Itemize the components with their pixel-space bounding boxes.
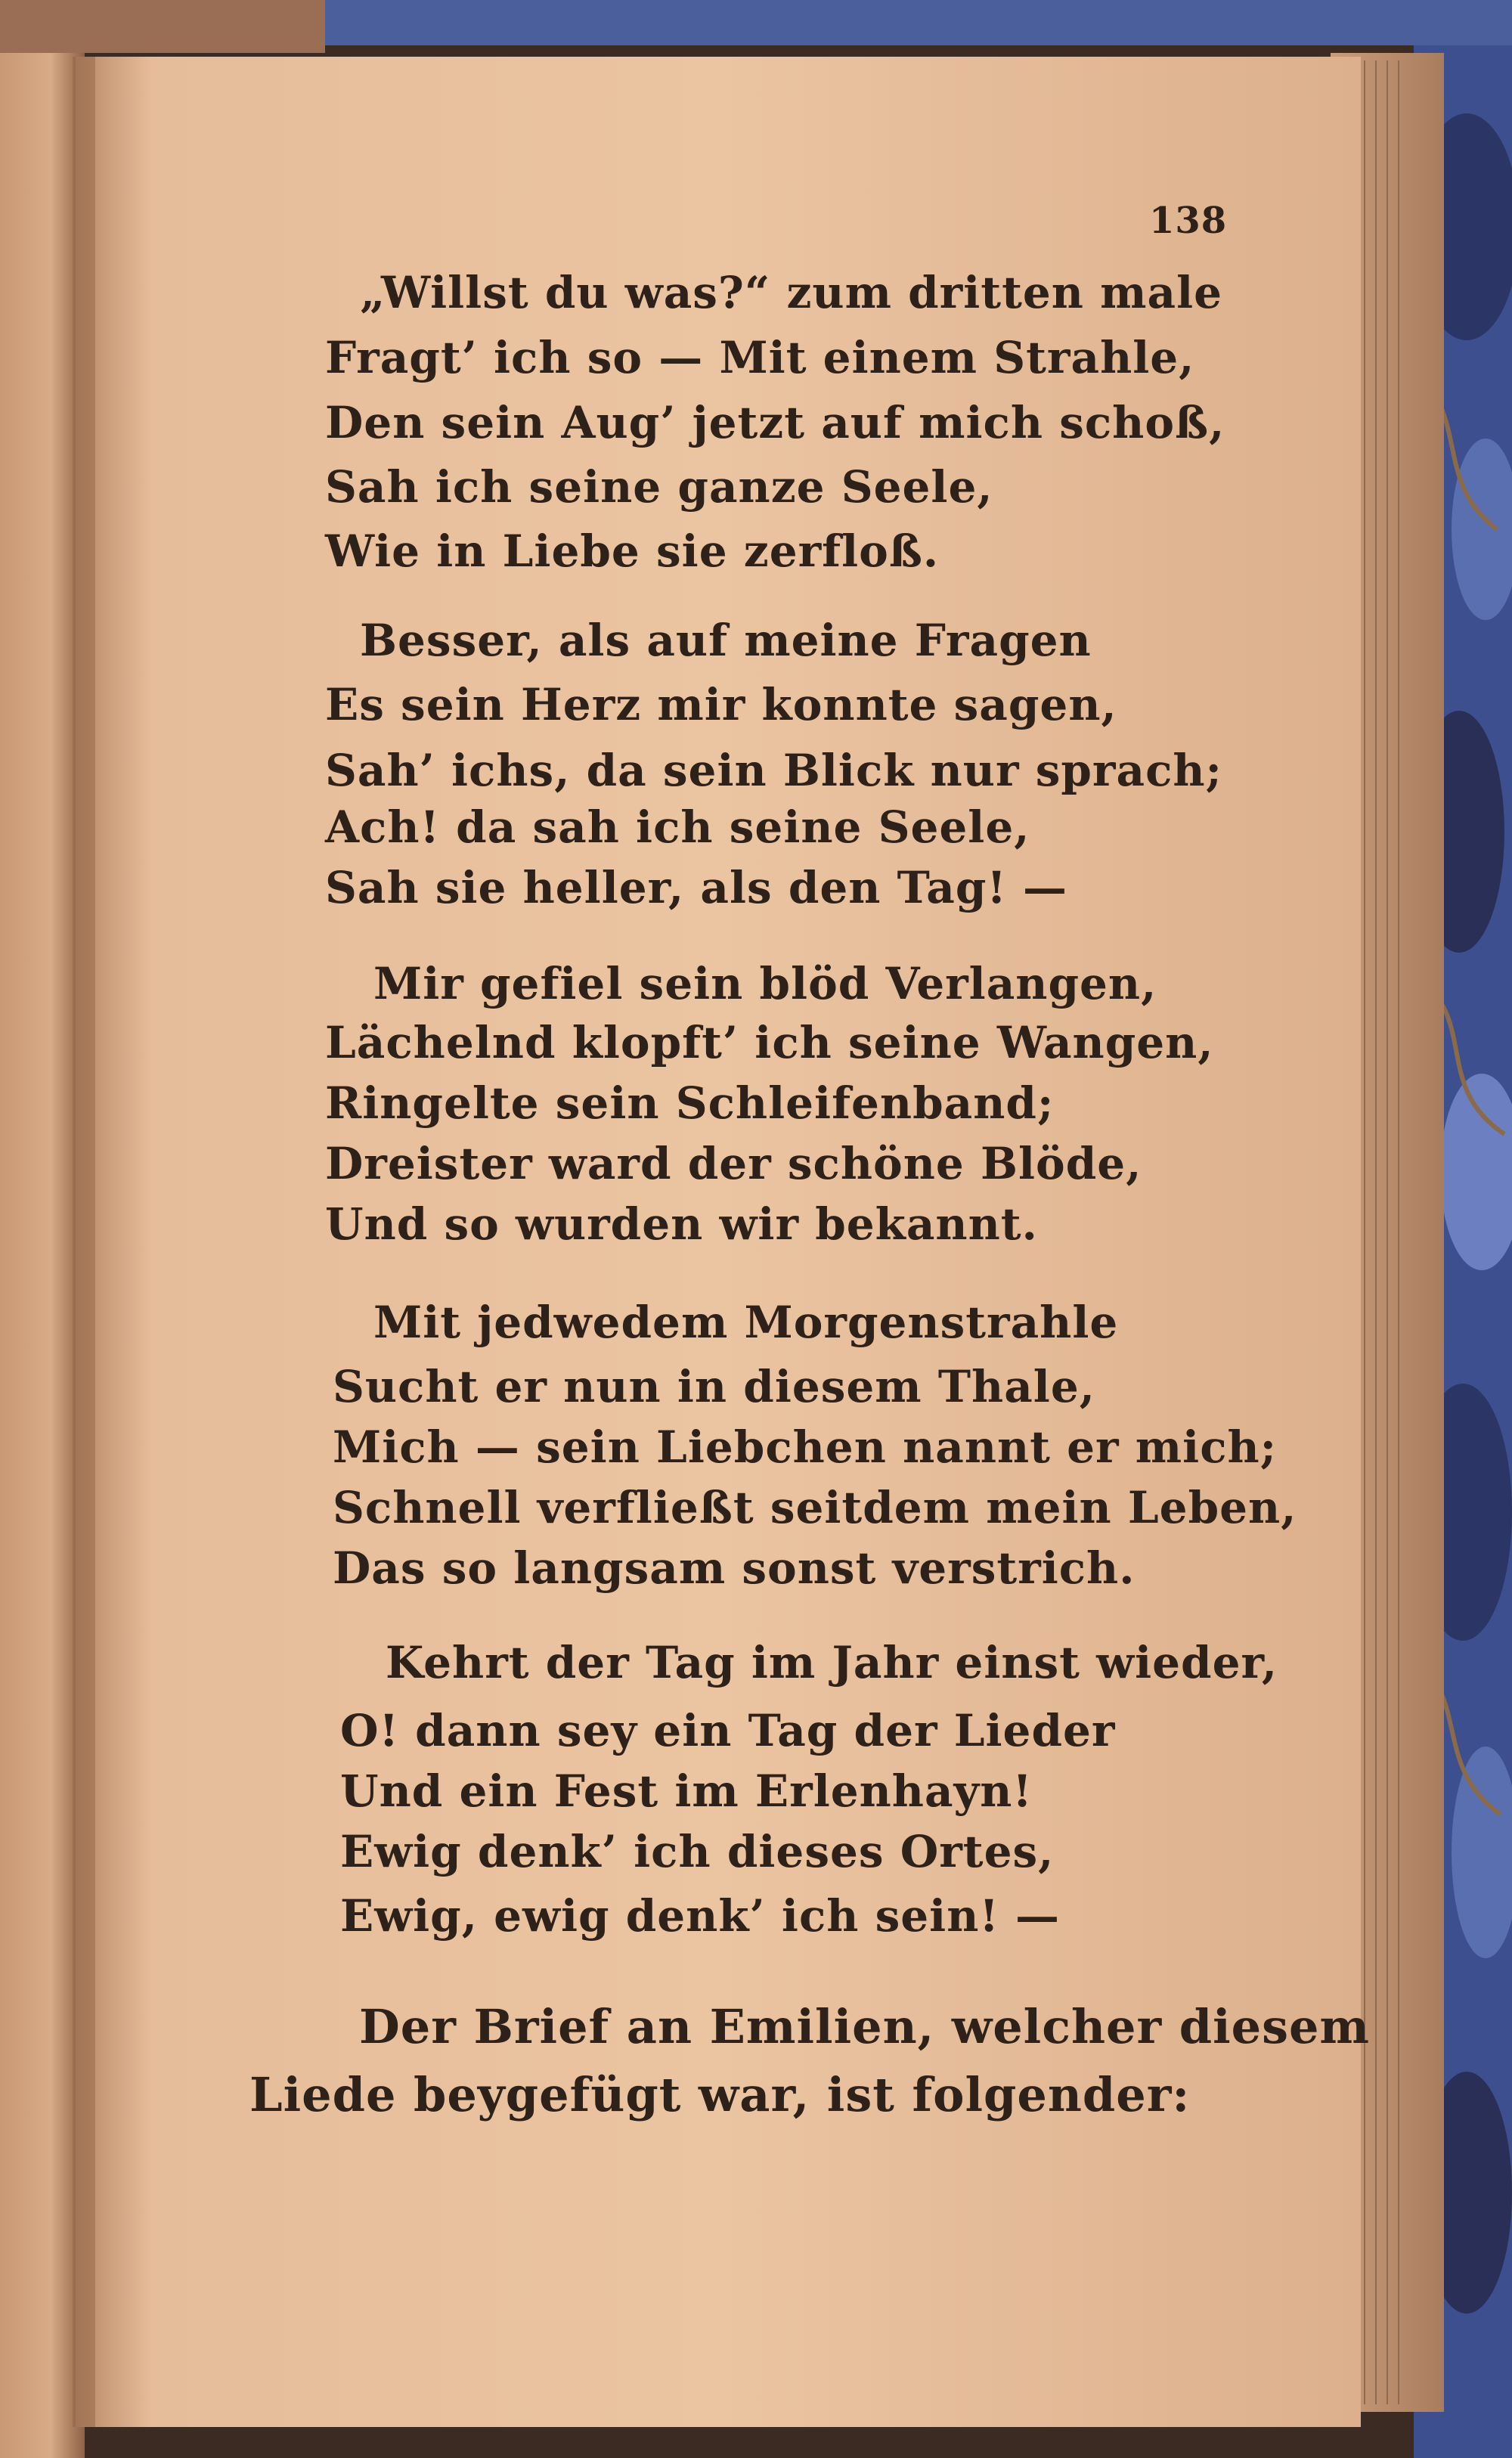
verse-line: Schnell verfließt seitdem mein Leben, [333,1482,1297,1533]
verse-line: „Willst du was?“ zum dritten male [360,267,1223,318]
verse-line: Ewig, ewig denk’ ich sein! — [340,1890,1061,1942]
verse-line: O! dann sey ein Tag der Lieder [340,1705,1116,1756]
verse-line: Kehrt der Tag im Jahr einst wieder, [386,1637,1278,1688]
left-page [0,45,85,2458]
verse-line: Ach! da sah ich seine Seele, [325,801,1030,853]
verse-line: Sah’ ichs, da sein Blick nur sprach; [325,745,1222,796]
verse-line: Lächelnd klopft’ ich seine Wangen, [325,1017,1214,1068]
page-number: 138 [1149,200,1228,242]
prose-line: Liede beygefügt war, ist folgender: [249,2067,1191,2122]
verse-line: Sah sie heller, als den Tag! — [325,862,1068,913]
verse-line: Mit jedwedem Morgenstrahle [373,1297,1119,1348]
verse-line: Das so langsam sonst verstrich. [333,1542,1136,1594]
verse-line: Ringelte sein Schleifenband; [325,1077,1055,1129]
verse-line: Und so wurden wir bekannt. [325,1198,1038,1250]
verse-line: Wie in Liebe sie zerfloß. [325,525,940,577]
verse-line: Sah ich seine ganze Seele, [325,461,993,513]
verse-line: Mir gefiel sein blöd Verlangen, [373,958,1157,1009]
verse-line: Mich — sein Liebchen nannt er mich; [333,1421,1278,1473]
verse-line: Dreister ward der schöne Blöde, [325,1138,1142,1189]
verse-line: Sucht er nun in diesem Thale, [333,1361,1095,1412]
verse-line: Und ein Fest im Erlenhayn! [340,1765,1033,1817]
verse-line: Besser, als auf meine Fragen [360,615,1092,666]
verse-line: Fragt’ ich so — Mit einem Strahle, [325,332,1195,383]
verse-line: Den sein Aug’ jetzt auf mich schoß, [325,397,1225,448]
verse-line: Es sein Herz mir konnte sagen, [325,679,1117,730]
cover-strip [318,0,1512,45]
prose-line: Der Brief an Emilien, welcher diesem [359,1999,1371,2054]
verse-line: Ewig denk’ ich dieses Ortes, [340,1826,1055,1877]
